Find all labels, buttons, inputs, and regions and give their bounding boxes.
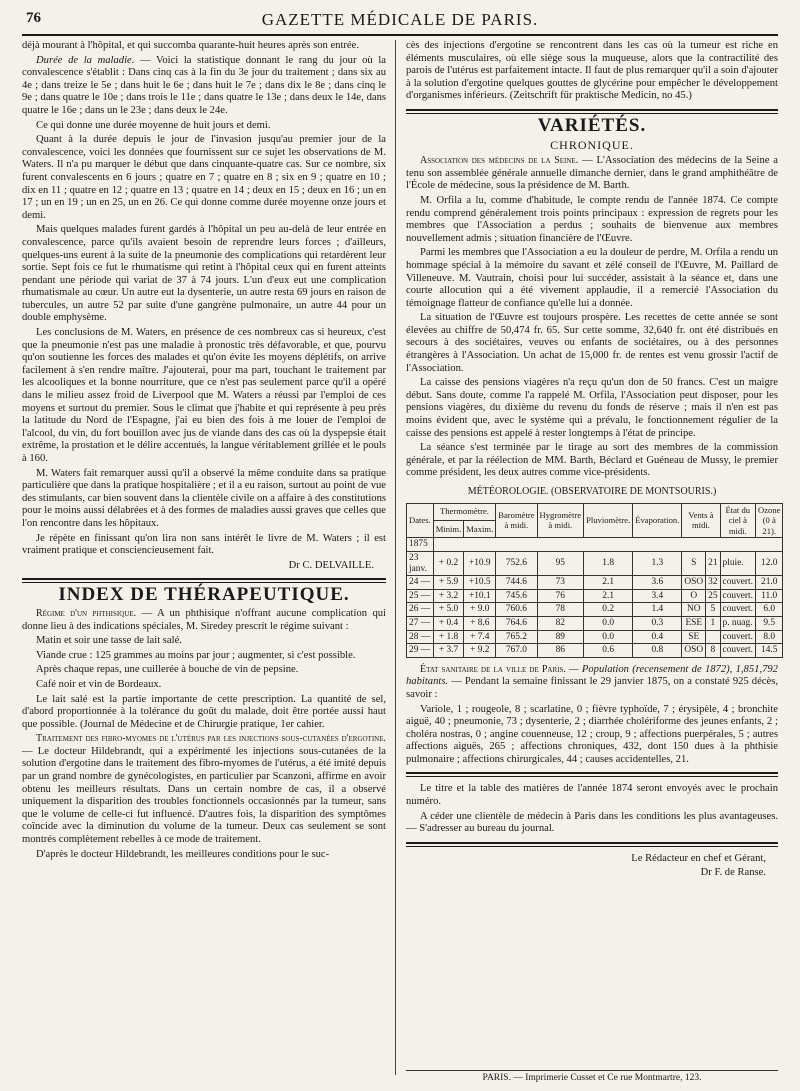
- meteo-cell-ozone: 6.0: [756, 603, 783, 617]
- meteo-title: MÉTÉOROLOGIE. (OBSERVATOIRE DE MONTSOURIS.): [467, 486, 717, 497]
- meteo-cell-min: + 5.9: [433, 576, 464, 590]
- paragraph: Quant à la durée depuis le jour de l'invasion jusqu'au premier jour de la convalescence, voici les données que fournissent sur ce sujet les observations de M. Waters. Il n'a pu marquer le début que dans cinquante-quatre cas. Sur ce nombre, six furent convalescents en 6 jours ; quatre en 7 ; quatre en 8 ; six en 9 ; quatre en 10 ; dix en 11 ; quatre en 12 ; quatre en 13 ; quatre en 14 ; deux en 15 ; deux en 16 ; un en 17 ; un en 19 ; un en 25, un en 26. Ce qui donne comme durée moyenne onze jours et demi.: [22, 134, 386, 221]
- meteo-cell-pluvio: 1.8: [584, 551, 633, 575]
- paragraph-text: — Pendant la semaine finissant le 29 janvier 1875, on a constaté 925 décès, savoir :: [406, 676, 778, 700]
- paragraph: Mais quelques malades furent gardés à l'hôpital un peu au-delà de leur entrée en convalescence, parce qu'ils avaient besoin de reprendre leurs forces ; d'ailleurs, quelques-uns eurent à la suite de la pneumonie des complications qui retardèrent leur sortie. Sept fois ce fut le rhumatisme qui retint à l'hôpital ceux qui en furent atteints pendant une période qui variat de 37 à 74 jours. L'un d'eux eut une complication rhumatismale au cœur. Un autre eut la dysenterie, un autre resta 69 jours en raison de tubercules, un autre 52 par suite d'une gangrène pulmonaire, un autre 44 pour un double emphysème.: [22, 224, 386, 324]
- paragraph: Matin et soir une tasse de lait salé.: [36, 635, 182, 647]
- paragraph: Ce qui donne une durée moyenne de huit jours et demi.: [36, 119, 271, 131]
- meteo-cell-ciel: pluie.: [720, 551, 755, 575]
- column-divider: [395, 40, 396, 1075]
- section-rule: [406, 772, 778, 777]
- meteo-cell-evap: 1.4: [633, 603, 682, 617]
- meteo-cell-ozone: 14.5: [756, 644, 783, 658]
- redacteur-name: Dr F. de Ranse.: [700, 867, 766, 879]
- meteo-cell-hygro: 76: [537, 589, 584, 603]
- meteo-cell-vent-dir: OSO: [682, 576, 706, 590]
- meteo-cell-hygro: 78: [537, 603, 584, 617]
- meteo-cell-vent-force: 21: [706, 551, 720, 575]
- right-column: [406, 40, 781, 1080]
- meteo-cell-ozone: 8.0: [756, 630, 783, 644]
- header-ozone: Ozone (0 à 21).: [756, 503, 783, 538]
- meteo-cell-date: 25 —: [407, 589, 434, 603]
- chronique-title: CHRONIQUE.: [550, 137, 634, 152]
- header-hygrometre: Hygromètre à midi.: [537, 503, 584, 538]
- table-row: [407, 603, 783, 617]
- paragraph: Variole, 1 ; rougeole, 8 ; scarlatine, 0 ; fièvre typhoïde, 7 ; érysipèle, 4 ; bronchite aiguë, 40 ; pneumonie, 73 ; dysenterie, 2 ; diarrhée cholériforme des jeunes enfants, 2 ; choléra nostras, 0 ; angine couenneuse, 12 ; croup, 9 ; affections puerpérales, 5 ; autres affections aiguës, 265 ; affections chroniques, 432, dont 150 dues à la phthisie pulmonaire ; affections chirurgicales, 44 ; causes accidentelles, 21.: [406, 703, 778, 765]
- header-ciel: État du ciel à midi.: [720, 503, 755, 538]
- meteo-cell-baro: 760.6: [496, 603, 537, 617]
- meteo-cell-max: + 9.0: [464, 603, 496, 617]
- meteo-cell-evap: 1.3: [633, 551, 682, 575]
- meteo-cell-pluvio: 0.0: [584, 616, 633, 630]
- meteo-cell-evap: 3.6: [633, 576, 682, 590]
- meteo-cell-baro: 767.0: [496, 644, 537, 658]
- journal-title: GAZETTE MÉDICALE DE PARIS.: [261, 10, 539, 29]
- meteo-cell-vent-dir: O: [682, 589, 706, 603]
- meteo-cell-vent-dir: SE: [682, 630, 706, 644]
- meteo-year: 1875: [407, 538, 434, 552]
- meteo-cell-baro: 765.2: [496, 630, 537, 644]
- meteo-cell-hygro: 73: [537, 576, 584, 590]
- meteo-cell-evap: 0.8: [633, 644, 682, 658]
- meteo-cell-ozone: 21.0: [756, 576, 783, 590]
- paragraph: La caisse des pensions viagères n'a reçu qu'un don de 50 francs. C'est un maigre début. Sans doute, comme l'a rappelé M. Orfila, l'Association peut disposer, pour les pensions viagères, du dixième du revenu du fonds de réserve ; mais il n'en est pas moins évident que, avec le système qui a prévalu, le fonctionnement régulier de la caisse des pensions est appelé à rester longtemps à l'état de principe.: [406, 377, 778, 439]
- meteo-cell-max: +10.5: [464, 576, 496, 590]
- paragraph-label: Régime d'un phthisique.: [36, 607, 137, 619]
- header-evaporation: Évaporation.: [633, 503, 682, 538]
- table-row: [407, 576, 783, 590]
- meteo-cell-min: + 3.2: [433, 589, 464, 603]
- paragraph: cès des injections d'ergotine se rencontrent dans les cas où la tumeur est riche en éléments musculaires, où elle siège sous la muqueuse, alors que la contractilité des parois de l'utérus est parfaitement intacte. Il faut de plus remarquer qu'il a soin d'ajouter à la solution d'ergotine quelques gouttes de glycérine pour empêcher le développement d'organismes inférieurs. (Zeitschrift für praktische Medicin, no 45.): [406, 40, 778, 102]
- paragraph: Après chaque repas, une cuillerée à bouche de vin de pepsine.: [36, 664, 299, 676]
- meteo-cell-date: 28 —: [407, 630, 434, 644]
- paragraph: Les conclusions de M. Waters, en présence de ces nombreux cas si heureux, c'est que la pneumonie n'est pas une maladie à pronostic très défavorable, et que, pourvu qu'on soutienne les forces des malades et qu'on évite les moyens déplétifs, on arrive facilement à s'en rendre maître. J'ajouterai, pour ma part, touchant le traitement par les alcooliques et la bonne nourriture, que ce n'est pas seulement parce qu'il a opéré dans le milieu assez froid de Liverpool que M. Waters a réussi par l'emploi de ces moyens et surtout du premier. Sous le climat que j'habite et qui représente à peu près la latitude du Nord de l'Espagne, j'ai eu bien des fois à me louer de l'emploi de l'alcool, du vin, du fort bouillon avec jus de viande dans des cas où la dyspepsie était extrême, la prostation et le délire accentués, la langue véritablement grillée et le pouls à 160.: [22, 327, 386, 464]
- paragraph: [22, 733, 386, 846]
- meteo-cell-hygro: 82: [537, 616, 584, 630]
- meteo-cell-evap: 0.3: [633, 616, 682, 630]
- paragraph: Je répète en finissant qu'on lira non sans intérêt le livre de M. Waters ; il est vraiment pratique et consciencieusement fait.: [22, 532, 386, 557]
- meteo-cell-ciel: p. nuag.: [720, 616, 755, 630]
- paragraph-label: État sanitaire de la ville de Paris.: [420, 663, 566, 675]
- meteo-cell-evap: 3.4: [633, 589, 682, 603]
- meteo-cell-evap: 0.4: [633, 630, 682, 644]
- paragraph-label: Traitement des fibro-myomes de l'utérus par les injections sous-cutanées d'ergotine.: [36, 733, 386, 745]
- paragraph: M. Waters fait remarquer aussi qu'il a observé la même conduite dans sa pratique particulière que dans la pratique hospitalière ; et il a eu raison, surtout au point de vue des stimulants, car bien souvent dans la clientèle civile on a affaire à des constitutions pour le moins aussi délabrées et à des formes de maladies aussi graves que celles que l'on rencontre dans les hôpitaux.: [22, 467, 386, 529]
- meteo-cell-vent-force: 8: [706, 644, 720, 658]
- header-barometre: Baromètre à midi.: [496, 503, 537, 538]
- table-row: [407, 616, 783, 630]
- header-maxim: Maxim.: [464, 520, 496, 537]
- meteo-cell-hygro: 86: [537, 644, 584, 658]
- section-rule: [406, 109, 778, 114]
- meteo-cell-date: 23 janv.: [407, 551, 434, 575]
- table-header-row: [407, 503, 783, 520]
- page-header: [22, 8, 778, 36]
- meteo-cell-baro: 744.6: [496, 576, 537, 590]
- paragraph: M. Orfila a lu, comme d'habitude, le compte rendu de l'année 1874. Ce compte rendu comprend généralement trois points principaux : expression de regrets pour les membres que l'Association a perdus ; souhaits de bienvenue aux membres nouvellement admis ; situation financière de l'Œuvre.: [406, 194, 778, 244]
- meteo-cell-max: +10.9: [464, 551, 496, 575]
- section-rule: [406, 842, 778, 847]
- meteo-cell-ozone: 9.5: [756, 616, 783, 630]
- header-vents: Vents à midi.: [682, 503, 720, 538]
- header-dates: Dates.: [407, 503, 434, 538]
- redacteur-line: Le Rédacteur en chef et Gérant,: [631, 852, 766, 864]
- table-row: [407, 538, 783, 552]
- meteo-cell-min: + 1.8: [433, 630, 464, 644]
- paragraph: Parmi les membres que l'Association a eu la douleur de perdre, M. Orfila a rendu un hommage spécial à la mémoire du savant et zélé conseil de l'Œuvre, M. Paillard de Villeneuve. M. Vautrain, choisi pour lui succéder, assistait à la séance et, dans une courte allocution qui a été vivement applaudie, il a remercié l'Association du témoignage flatteur de confiance qu'elle lui a donnée.: [406, 247, 778, 309]
- section-rule: [22, 578, 386, 583]
- meteo-cell-vent-dir: S: [682, 551, 706, 575]
- paragraph-text: — A un phthisique n'offrant aucune complication qui donne lieu à des indications spéciales, M. Siredey prescrit le régime suivant :: [22, 607, 387, 632]
- meteo-cell-min: + 0.4: [433, 616, 464, 630]
- meteo-cell-min: + 5.0: [433, 603, 464, 617]
- meteo-cell-vent-force: 32: [706, 576, 720, 590]
- paragraph: [22, 55, 386, 118]
- varietes-title: VARIÉTÉS.: [537, 114, 647, 136]
- table-row: [407, 551, 783, 575]
- meteo-cell-ozone: 11.0: [756, 589, 783, 603]
- paragraph: La situation de l'Œuvre est toujours prospère. Les recettes de cette année se sont élevées au chiffre de 50,474 fr. 65. Sur cette somme, 32,640 fr. ont été distribués en secours à des sociétaires, veuves ou enfants de sociétaires, ou à des personnes étrangères à l'Association. Un achat de 15,000 fr. de rentes est venu grossir l'actif de l'Association.: [406, 312, 778, 374]
- table-row: [407, 589, 783, 603]
- paragraph-label: Durée de la maladie.: [36, 54, 135, 66]
- signature: Dr C. DELVAILLE.: [288, 559, 374, 571]
- paragraph-text: — Le docteur Hildebrandt, qui a expérimenté les injections sous-cutanées de la solution d'ergotine dans le traitement des fibro-myomes de l'utérus, a été imité depuis par un grand nombre de gynécologistes, en particulier par Scanzoni, affirme en avoir obtenu les meilleurs résultats. Dans un certain nombre de cas, il a observé uniquement la disparition des troubles fonctionnels occasionnés par la tumeur, sans que le volume de celle-ci fut influencé. D'autres fois, la disparition des symptômes coïncide avec la diminution du volume de la tumeur. Deux cas seulement se sont montrés complètement rebelles à ce mode de traitement.: [22, 745, 386, 846]
- meteo-cell-min: + 3.7: [433, 644, 464, 658]
- meteo-cell-max: + 9.2: [464, 644, 496, 658]
- meteo-cell-ciel: couvert.: [720, 630, 755, 644]
- header-thermometre: Thermomètre.: [433, 503, 496, 520]
- table-cell: [433, 538, 783, 552]
- meteo-cell-ciel: couvert.: [720, 644, 755, 658]
- meteo-cell-date: 26 —: [407, 603, 434, 617]
- meteo-table-body: [407, 538, 783, 657]
- index-title: INDEX DE THÉRAPEUTIQUE.: [58, 584, 350, 606]
- left-column: [22, 40, 386, 1080]
- paragraph-text: — L'Association des médecins de la Seine a tenu son assemblée générale annuelle dimanche dernier, dans le grand amphithéâtre de l'École de médecine, sous la présidence de M. Barth.: [406, 155, 778, 192]
- meteo-cell-hygro: 89: [537, 630, 584, 644]
- meteo-cell-baro: 745.6: [496, 589, 537, 603]
- meteo-cell-baro: 752.6: [496, 551, 537, 575]
- meteo-cell-pluvio: 0.6: [584, 644, 633, 658]
- meteo-cell-ciel: couvert.: [720, 603, 755, 617]
- meteo-cell-pluvio: 0.2: [584, 603, 633, 617]
- meteo-cell-ozone: 12.0: [756, 551, 783, 575]
- meteo-cell-min: + 0.2: [433, 551, 464, 575]
- meteo-cell-vent-dir: ESE: [682, 616, 706, 630]
- meteo-cell-pluvio: 2.1: [584, 589, 633, 603]
- page-number: 76: [26, 10, 41, 26]
- meteo-cell-date: 24 —: [407, 576, 434, 590]
- table-row: [407, 630, 783, 644]
- printer-line: PARIS. — Imprimerie Cusset et Ce rue Montmartre, 123.: [406, 1070, 778, 1083]
- meteo-cell-vent-force: 25: [706, 589, 720, 603]
- meteo-table: [406, 503, 783, 658]
- meteo-cell-max: +10.1: [464, 589, 496, 603]
- meteo-cell-vent-force: 1: [706, 616, 720, 630]
- meteo-cell-vent-force: 5: [706, 603, 720, 617]
- meteo-cell-vent-dir: NO: [682, 603, 706, 617]
- meteo-cell-vent-force: [706, 630, 720, 644]
- paragraph: D'après le docteur Hildebrandt, les meilleures conditions pour le suc-: [36, 848, 330, 860]
- meteo-cell-vent-dir: OSO: [682, 644, 706, 658]
- meteo-cell-max: + 7.4: [464, 630, 496, 644]
- paragraph: La séance s'est terminée par le tirage au sort des membres de la commission générale, et par la réélection de MM. Barth, Béclard et Guéneau de Mussy, le premier comme président, les deux autres comme vice-présidents.: [406, 442, 778, 479]
- paragraph-text: — Voici la statistique donnant le rang du jour où la convalescence s'établit : Dans cinq cas à la fin du 3e jour du traitement ; dans six au 4e ; dans treize le 5e ; dans huit le 6e ; dans huit le 7e ; dans dix le 8e ; dans cinq le 9e ; dans quatre le 10e ; dans trois le 11e ; dans quatre le 13e ; dans deux le 14e, dans quatre le 16e ; dans un le 23e ; dans deux le 24e.: [22, 54, 386, 116]
- paragraph: A céder une clientèle de médecin à Paris dans les conditions les plus avantageuses. — S'adresser au bureau du journal.: [406, 810, 778, 835]
- paragraph: [22, 608, 386, 633]
- meteo-cell-ciel: couvert.: [720, 576, 755, 590]
- meteo-cell-date: 27 —: [407, 616, 434, 630]
- header-minim: Minim.: [433, 520, 464, 537]
- meteo-cell-max: + 8.6: [464, 616, 496, 630]
- paragraph: Le lait salé est la partie importante de cette prescription. La quantité de sel, d'abord proportionnée à la tolérance du goût du malade, doit être portée aussi haut que possible. (Journal de Médecine et de Chirurgie pratique, 1er cahier.: [22, 693, 386, 730]
- paragraph: [406, 155, 778, 193]
- meteo-cell-pluvio: 0.0: [584, 630, 633, 644]
- meteo-cell-pluvio: 2.1: [584, 576, 633, 590]
- paragraph-label-population: — Population (recensement de 1872), 1,851,792 habitants.: [406, 663, 778, 688]
- paragraph: Viande crue : 125 grammes au moins par jour ; augmenter, si c'est possible.: [36, 649, 356, 661]
- meteo-cell-baro: 764.6: [496, 616, 537, 630]
- meteo-cell-ciel: couvert.: [720, 589, 755, 603]
- header-pluviometre: Pluviomètre.: [584, 503, 633, 538]
- table-row: [407, 644, 783, 658]
- paragraph: Café noir et vin de Bordeaux.: [36, 678, 162, 690]
- newspaper-page: [22, 8, 781, 1083]
- paragraph: déjà mourant à l'hôpital, et qui succomba quarante-huit heures après son entrée.: [22, 40, 359, 51]
- paragraph: [406, 664, 778, 702]
- meteo-cell-date: 29 —: [407, 644, 434, 658]
- paragraph: Le titre et la table des matières de l'année 1874 seront envoyés avec le prochain numéro.: [406, 783, 778, 808]
- paragraph-label: Association des médecins de la Seine.: [420, 155, 579, 167]
- meteo-cell-hygro: 95: [537, 551, 584, 575]
